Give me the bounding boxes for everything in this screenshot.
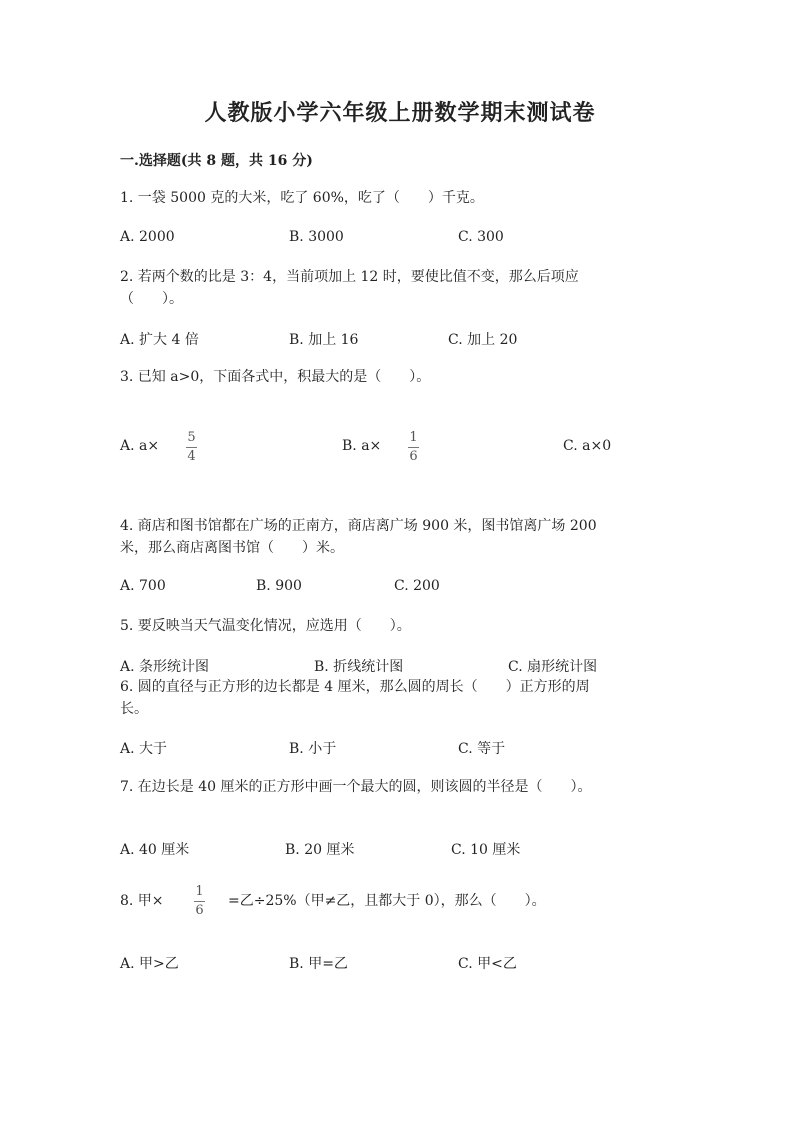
fraction-denominator: 6 bbox=[409, 449, 418, 464]
question-1-text: 1. 一袋 5000 克的大米，吃了 60%，吃了（ ）千克。 bbox=[120, 190, 484, 206]
fraction-bar bbox=[194, 901, 205, 902]
question-4-option-b: B. 900 bbox=[256, 578, 302, 594]
question-8-fraction bbox=[194, 884, 205, 918]
question-2-option-a: A. 扩大 4 倍 bbox=[120, 332, 199, 348]
question-6-option-b: B. 小于 bbox=[289, 741, 337, 757]
fraction-bar bbox=[408, 447, 419, 448]
question-2-option-c: C. 加上 20 bbox=[448, 332, 518, 348]
fraction-denominator: 4 bbox=[187, 449, 196, 464]
question-5-text: 5. 要反映当天气温变化情况，应选用（ ）。 bbox=[120, 618, 411, 634]
question-8-option-c: C. 甲<乙 bbox=[458, 956, 517, 972]
question-6-option-c: C. 等于 bbox=[458, 741, 506, 757]
question-7-option-b: B. 20 厘米 bbox=[285, 842, 355, 858]
question-7-option-a: A. 40 厘米 bbox=[120, 842, 190, 858]
question-4-text-line1: 4. 商店和图书馆都在广场的正南方，商店离广场 900 米，图书馆离广场 200 bbox=[120, 518, 597, 534]
question-2-text-line1: 2. 若两个数的比是 3：4，当前项加上 12 时，要使比值不变，那么后项应 bbox=[120, 269, 579, 285]
question-3-option-a-prefix: A. a× bbox=[120, 438, 160, 454]
question-6-option-a: A. 大于 bbox=[120, 741, 168, 757]
question-3-option-c: C. a×0 bbox=[563, 438, 612, 454]
question-2-text-line2: （ ）。 bbox=[120, 291, 183, 307]
fraction-numerator: 1 bbox=[195, 884, 204, 899]
fraction-bar bbox=[186, 447, 197, 448]
question-1-option-b: B. 3000 bbox=[289, 229, 344, 245]
question-3-option-a-fraction bbox=[186, 430, 197, 464]
question-7-option-c: C. 10 厘米 bbox=[451, 842, 521, 858]
question-4-text-line2: 米，那么商店离图书馆（ ）米。 bbox=[120, 540, 344, 556]
question-7-text: 7. 在边长是 40 厘米的正方形中画一个最大的圆，则该圆的半径是（ ）。 bbox=[120, 779, 592, 795]
question-1-option-c: C. 300 bbox=[458, 229, 504, 245]
question-4-option-a: A. 700 bbox=[120, 578, 166, 594]
fraction-denominator: 6 bbox=[195, 903, 204, 918]
question-8-text-suffix: =乙÷25%（甲≠乙，且都大于 0），那么（ ）。 bbox=[228, 893, 546, 909]
question-8-text-prefix: 8. 甲× bbox=[120, 893, 164, 909]
question-8-option-b: B. 甲=乙 bbox=[289, 956, 348, 972]
fraction-numerator: 1 bbox=[409, 430, 418, 445]
question-3-text: 3. 已知 a>0，下面各式中，积最大的是（ ）。 bbox=[120, 369, 431, 385]
question-3-option-b-fraction bbox=[408, 430, 419, 464]
question-5-option-c: C. 扇形统计图 bbox=[508, 659, 598, 675]
question-2-option-b: B. 加上 16 bbox=[289, 332, 359, 348]
question-8-option-a: A. 甲>乙 bbox=[120, 956, 179, 972]
section-heading: 一.选择题(共 8 题，共 16 分) bbox=[120, 153, 313, 169]
page-title: 人教版小学六年级上册数学期末测试卷 bbox=[204, 100, 596, 126]
question-6-text-line2: 长。 bbox=[120, 701, 148, 717]
question-6-text-line1: 6. 圆的直径与正方形的边长都是 4 厘米，那么圆的周长（ ）正方形的周 bbox=[120, 679, 590, 695]
question-1-option-a: A. 2000 bbox=[120, 229, 175, 245]
question-4-option-c: C. 200 bbox=[394, 578, 440, 594]
fraction-numerator: 5 bbox=[187, 430, 196, 445]
question-5-option-a: A. 条形统计图 bbox=[120, 659, 210, 675]
question-5-option-b: B. 折线统计图 bbox=[314, 659, 404, 675]
question-3-option-b-prefix: B. a× bbox=[342, 438, 382, 454]
